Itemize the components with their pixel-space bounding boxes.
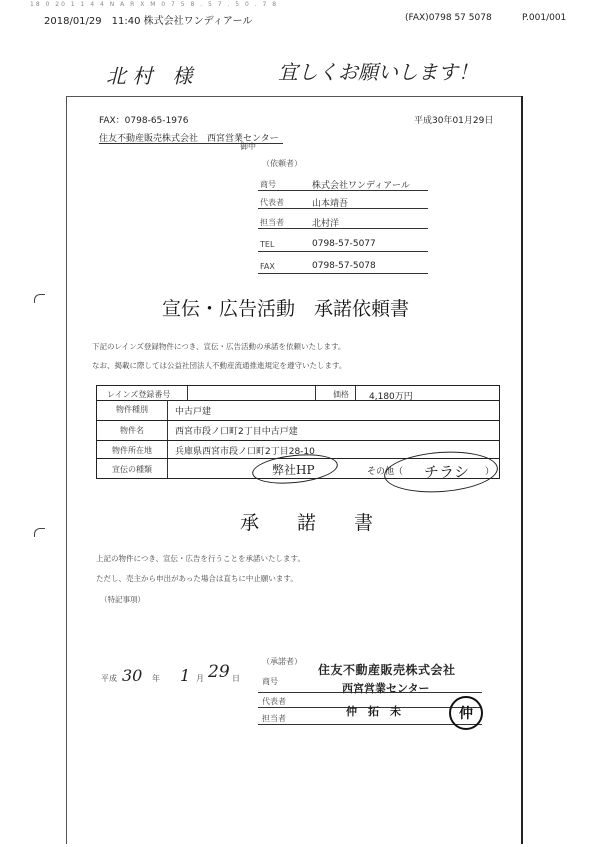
approver-person-label: 担当者: [262, 714, 286, 723]
table-row-label: 物件種別: [116, 405, 148, 414]
approver-line: [258, 692, 482, 693]
requester-label: FAX: [260, 262, 275, 271]
requester-label: 商号: [260, 180, 276, 189]
to-company-underline: [99, 143, 283, 144]
document-right-edge: [521, 96, 523, 844]
date-day-unit: 日: [232, 674, 240, 683]
document-top-edge: [66, 96, 522, 97]
approver-field-label: 商号: [262, 677, 278, 686]
fax-noise-line: 18 0 20 1 1 4 4 N A R X M 0 7 5 8 . 5 7 . 5 0 . 7 8: [30, 1, 279, 8]
fax-number: (FAX)0798 57 5078: [405, 13, 492, 23]
approver-rep-label: 代表者: [262, 697, 286, 706]
date-year: 30: [122, 666, 143, 685]
handwritten-addressee: 北 村 様: [106, 64, 193, 88]
requester-label: 担当者: [260, 218, 284, 227]
fax-datetime: 2018/01/29 11:40 株式会社ワンディアール: [44, 16, 253, 27]
consent-line-2: ただし、売主から申出があった場合は直ちに中止願います。: [96, 574, 298, 583]
intro-line-1: 下記のレインズ登録物件につき、宣伝・広告活動の承諾を依頼いたします。: [92, 342, 346, 351]
requester-line: [258, 251, 428, 252]
fax-page: P.001/001: [522, 13, 567, 23]
requester-label: 代表者: [260, 198, 284, 207]
consent-line-1: 上記の物件につき、宣伝・広告を行うことを承諾いたします。: [96, 554, 305, 563]
document-date: 平成30年01月29日: [414, 116, 494, 126]
table-row-value: 西宮市段ノ口町2丁目中古戸建: [175, 427, 298, 437]
date-year-unit: 年: [152, 674, 160, 683]
date-month-unit: 月: [196, 674, 204, 683]
requester-line: [258, 190, 428, 191]
approver-company: 住友不動産販売株式会社: [318, 663, 456, 677]
table-row-label: 物件名: [120, 426, 144, 435]
consent-remarks: （特記事項）: [100, 595, 145, 604]
consent-title: 承 諾 書: [240, 512, 374, 534]
document-title: 宣伝・広告活動 承諾依頼書: [162, 298, 410, 320]
intro-line-2: なお、掲載に際しては公益社団法人不動産流通推進規定を遵守いたします。: [92, 361, 347, 370]
approver-center: 西宮営業センター: [342, 682, 430, 695]
requester-line: [258, 273, 428, 274]
requester-line: [258, 228, 428, 229]
requester-value: 北村洋: [312, 219, 340, 229]
approver-person: 仲 拓 未: [346, 705, 401, 718]
other-value: チラシ: [424, 463, 470, 481]
table-row-value: 中古戸建: [175, 407, 212, 417]
punch-mark-bottom: [34, 528, 45, 537]
other-close: ）: [485, 467, 495, 477]
date-month: 1: [180, 666, 191, 685]
date-day: 29: [208, 662, 230, 682]
requester-value: 0798-57-5077: [312, 239, 376, 249]
to-suffix: 御中: [240, 142, 256, 151]
requester-line: [258, 208, 428, 209]
handwritten-message: 宜しくお願いします！: [278, 60, 478, 84]
requester-value: 株式会社ワンディアール: [312, 181, 410, 191]
requester-value: 0798-57-5078: [312, 261, 376, 271]
price-label: 価格: [333, 390, 349, 399]
personal-seal: 仲: [449, 696, 483, 730]
to-company: 住友不動産販売株式会社 西宮営業センター: [99, 134, 279, 144]
reins-label: レインズ登録番号: [107, 390, 171, 399]
table-row-value: 兵庫県西宮市段ノ口町2丁目28-10: [175, 447, 315, 457]
approver-line: [258, 724, 482, 725]
ad-type-value: 弊社HP: [272, 463, 315, 477]
punch-mark-top: [34, 294, 45, 303]
table-row-label: 物件所在地: [112, 446, 152, 455]
other-label: その他（: [367, 467, 404, 477]
price-value: 4,180万円: [369, 392, 413, 402]
table-row-label: 宣伝の種類: [112, 465, 152, 474]
requester-heading: （依頼者）: [262, 159, 302, 168]
requester-value: 山本靖吾: [312, 199, 349, 209]
to-fax: FAX：0798-65-1976: [99, 116, 189, 126]
requester-label: TEL: [260, 240, 275, 249]
approver-heading: （承諾者）: [262, 657, 302, 666]
date-era: 平成: [101, 674, 117, 683]
document-left-edge: [66, 96, 67, 844]
